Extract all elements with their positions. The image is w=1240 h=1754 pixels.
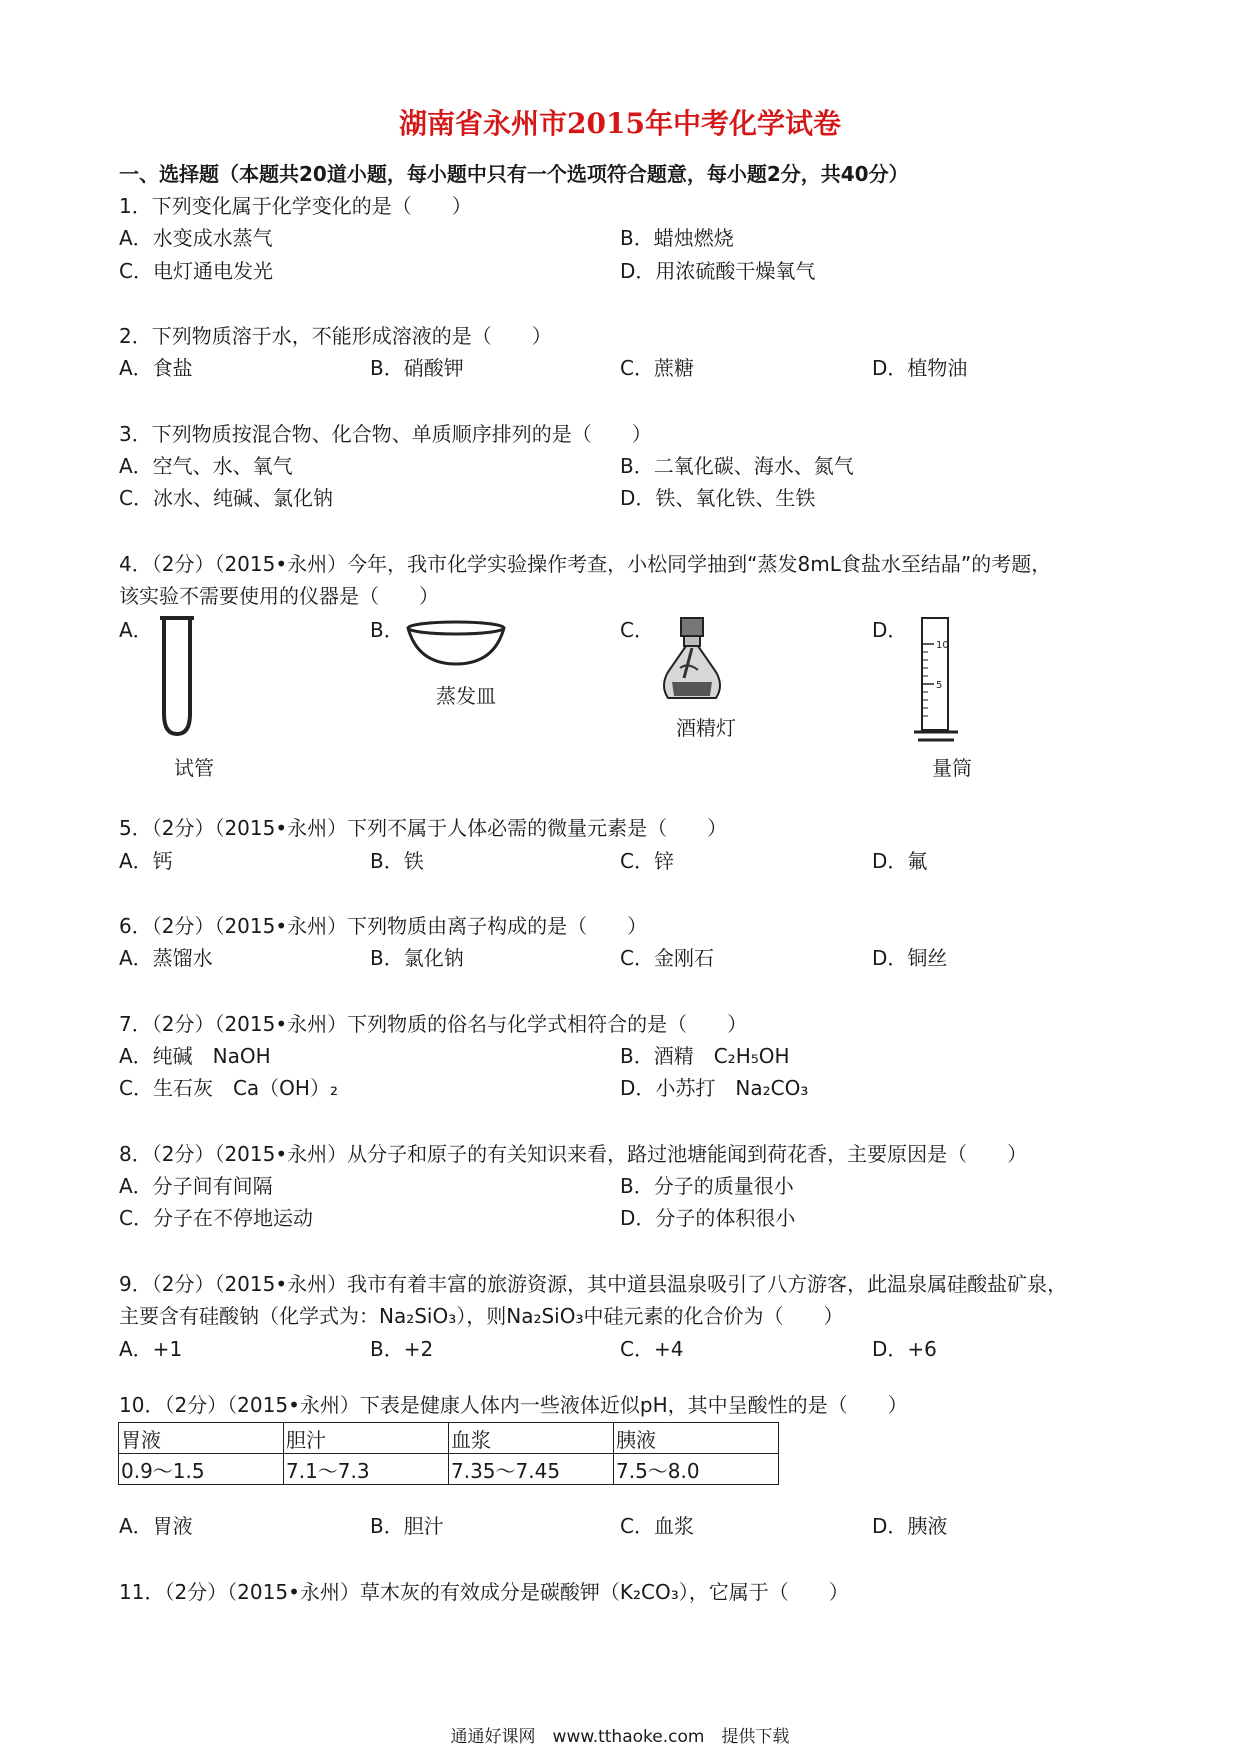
test-tube-caption: 试管 [174,756,214,780]
question-5-option-d: D．氟 [872,849,928,873]
question-10-option-d: D．胰液 [872,1514,948,1538]
question-3-option-d: D．铁、氧化铁、生铁 [620,486,816,510]
question-11-stem: 11．（2分）（2015•永州）草木灰的有效成分是碳酸钾（K₂CO₃），它属于（ ） [119,1580,849,1604]
cylinder-tick-5: 5 [936,680,943,691]
question-8-option-d: D．分子的体积很小 [620,1206,796,1230]
ph-header-cell: 胰液 [614,1423,779,1454]
section-heading: 一、选择题（本题共20道小题，每小题中只有一个选项符合题意，每小题2分，共40分） [119,162,909,186]
question-7-option-a: A．纯碱 NaOH [119,1044,271,1068]
ph-header-cell: 胃液 [119,1423,284,1454]
question-6-option-d: D．铜丝 [872,946,948,970]
question-4-stem-line-1: 4．（2分）（2015•永州）今年，我市化学实验操作考查，小松同学抽到“蒸发8mL食盐水至结晶”的考题， [119,552,1052,576]
question-7-option-d: D．小苏打 Na₂CO₃ [620,1076,809,1100]
question-4-stem-line-2: 该实验不需要使用的仪器是（ ） [119,584,439,608]
graduated-cylinder-caption: 量筒 [932,756,972,780]
question-6-option-c: C．金刚石 [620,946,714,970]
question-8-stem: 8．（2分）（2015•永州）从分子和原子的有关知识来看，路过池塘能闻到荷花香，主要原因是（ ） [119,1142,1028,1166]
question-5-stem: 5．（2分）（2015•永州）下列不属于人体必需的微量元素是（ ） [119,816,728,840]
question-6-stem: 6．（2分）（2015•永州）下列物质由离子构成的是（ ） [119,914,648,938]
question-7-option-b: B．酒精 C₂H₅OH [620,1044,790,1068]
question-2-option-a: A．食盐 [119,356,193,380]
ph-value-cell: 7.1～7.3 [284,1454,449,1485]
question-9-option-a: A．+1 [119,1337,183,1361]
question-2-option-d: D．植物油 [872,356,968,380]
question-5-option-b: B．铁 [370,849,424,873]
question-9-stem-line-1: 9．（2分）（2015•永州）我市有着丰富的旅游资源，其中道县温泉吸引了八方游客，此温泉属硅酸盐矿泉， [119,1272,1068,1296]
question-6-option-b: B．氯化钠 [370,946,464,970]
question-4-option-d: D． [872,618,908,642]
alcohol-lamp-icon [654,616,730,704]
question-1-option-c: C．电灯通电发光 [119,259,273,283]
question-9-option-b: B．+2 [370,1337,434,1361]
question-6-option-a: A．蒸馏水 [119,946,213,970]
question-1-option-d: D．用浓硫酸干燥氧气 [620,259,816,283]
question-10-option-c: C．血浆 [620,1514,694,1538]
question-4-option-a: A． [119,618,153,642]
question-1-option-b: B．蜡烛燃烧 [620,226,734,250]
question-8-option-c: C．分子在不停地运动 [119,1206,313,1230]
question-9-option-d: D．+6 [872,1337,937,1361]
page-title: 湖南省永州市2015年中考化学试卷 [399,107,841,140]
question-2-option-c: C．蔗糖 [620,356,694,380]
cylinder-tick-10: 10 [936,640,949,651]
ph-header-cell: 血浆 [449,1423,614,1454]
ph-table-header-row [119,1423,779,1454]
question-10-option-a: A．胃液 [119,1514,193,1538]
question-10-option-b: B．胆汁 [370,1514,444,1538]
question-5-option-c: C．锌 [620,849,674,873]
alcohol-lamp-caption: 酒精灯 [676,716,736,740]
ph-value-cell: 7.35～7.45 [449,1454,614,1485]
page-footer: 通通好课网 www.tthaoke.com 提供下载 [450,1727,790,1747]
evaporating-dish-caption: 蒸发皿 [436,684,496,708]
question-3-option-c: C．冰水、纯碱、氯化钠 [119,486,333,510]
graduated-cylinder-icon [914,616,958,744]
question-3-stem: 3．下列物质按混合物、化合物、单质顺序排列的是（ ） [119,422,652,446]
ph-value-cell: 0.9～1.5 [119,1454,284,1485]
question-2-stem: 2．下列物质溶于水，不能形成溶液的是（ ） [119,324,552,348]
question-7-option-c: C．生石灰 Ca（OH）₂ [119,1076,338,1100]
ph-table-value-row [119,1454,779,1485]
question-5-option-a: A．钙 [119,849,173,873]
question-7-stem: 7．（2分）（2015•永州）下列物质的俗名与化学式相符合的是（ ） [119,1012,748,1036]
evaporating-dish-icon [404,620,508,668]
question-3-option-a: A．空气、水、氧气 [119,454,293,478]
question-9-stem-line-2: 主要含有硅酸钠（化学式为：Na₂SiO₃），则Na₂SiO₃中硅元素的化合价为（ ） [119,1304,844,1328]
question-8-option-b: B．分子的质量很小 [620,1174,794,1198]
ph-value-cell: 7.5～8.0 [614,1454,779,1485]
question-2-option-b: B．硝酸钾 [370,356,464,380]
question-4-option-b: B． [370,618,404,642]
question-4-option-c: C． [620,618,654,642]
question-10-stem: 10．（2分）（2015•永州）下表是健康人体内一些液体近似pH，其中呈酸性的是（ ） [119,1393,908,1417]
ph-table [118,1422,779,1485]
question-8-option-a: A．分子间有间隔 [119,1174,273,1198]
question-1-option-a: A．水变成水蒸气 [119,226,273,250]
question-3-option-b: B．二氧化碳、海水、氮气 [620,454,854,478]
question-9-option-c: C．+4 [620,1337,684,1361]
ph-header-cell: 胆汁 [284,1423,449,1454]
question-1-stem: 1．下列变化属于化学变化的是（ ） [119,194,472,218]
test-tube-icon [160,614,194,738]
